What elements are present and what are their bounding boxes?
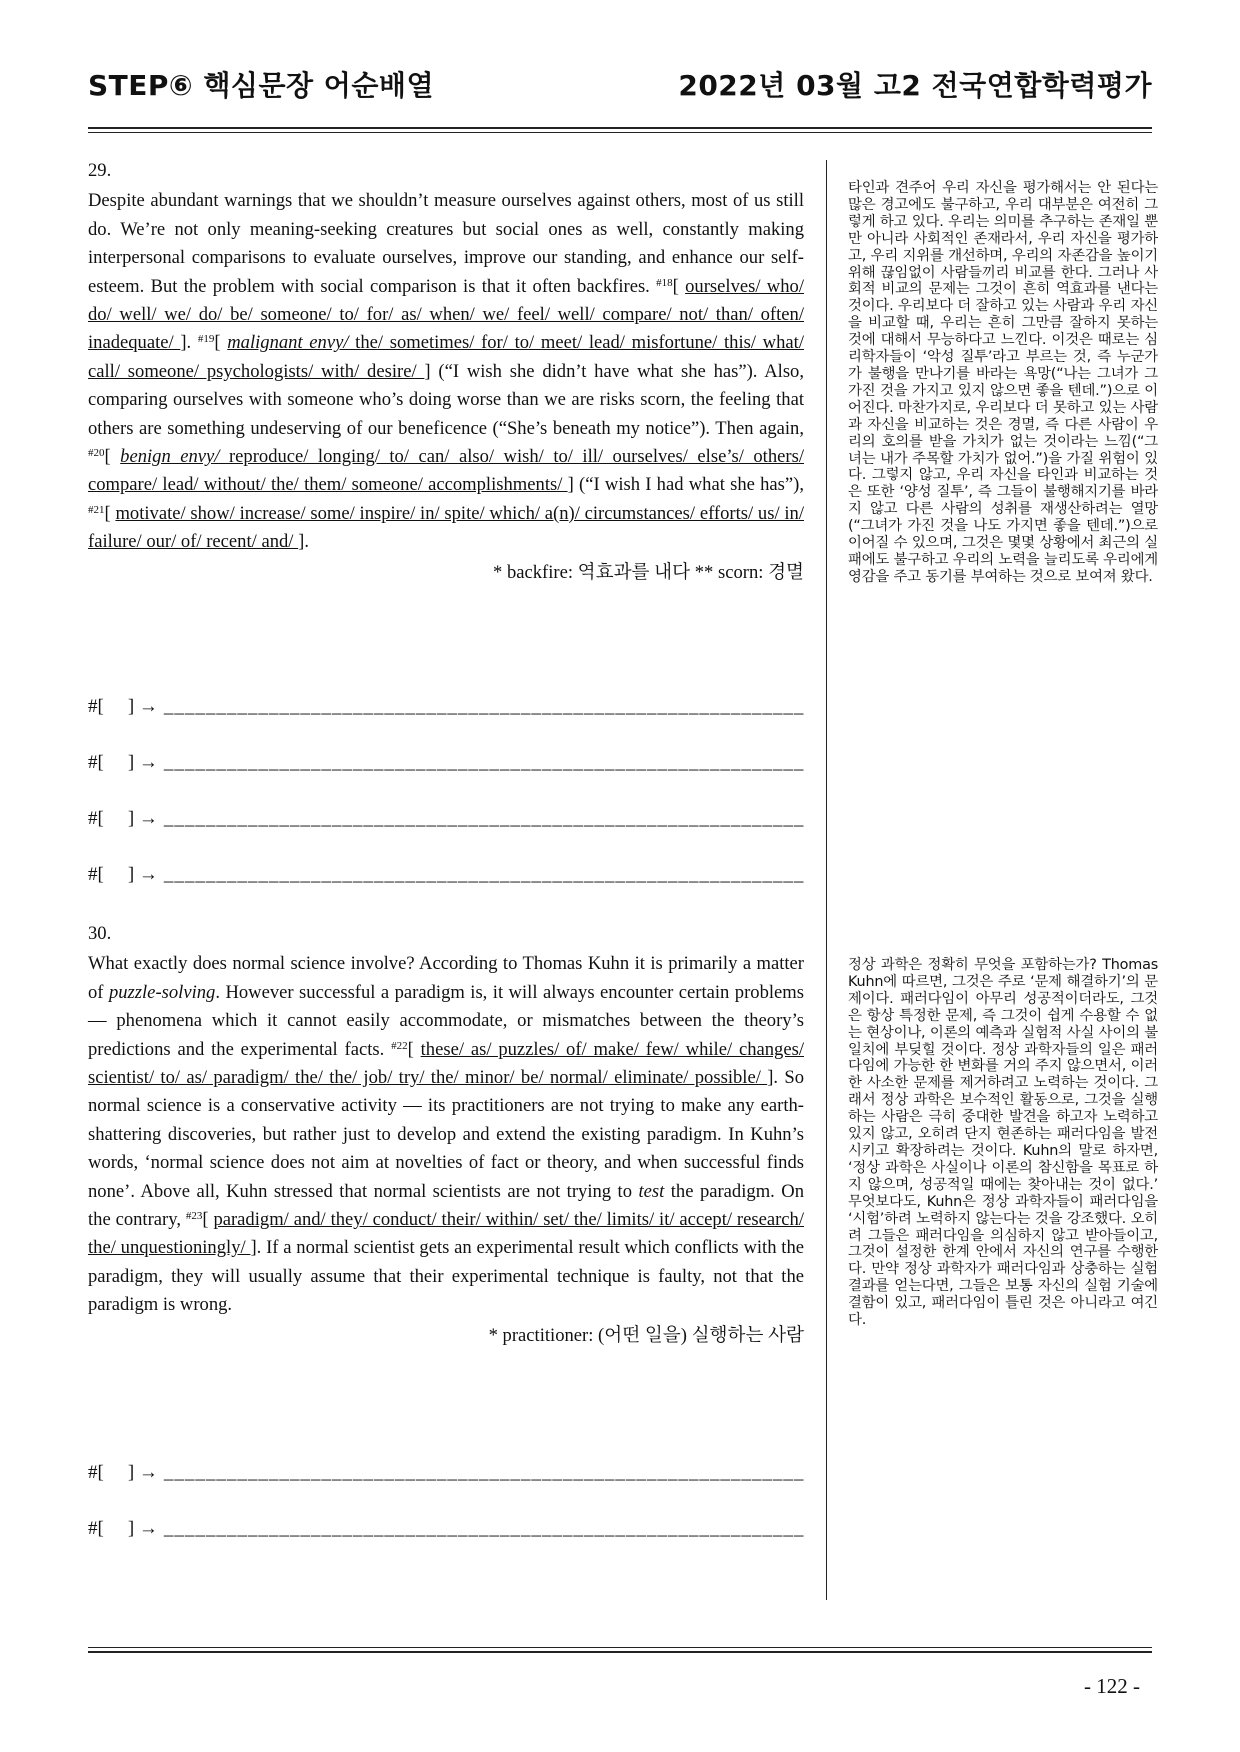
marker-21: #21 (88, 503, 105, 516)
scramble-22: these/ as/ puzzles/ of/ make/ few/ while/ changes/ scientist/ to/ as/ paradigm/ the/ the/ job/ try/ the/ minor/ be/ normal/ eliminate/ possible/ (88, 1038, 805, 1089)
footer-rule-thin (88, 1647, 1152, 1648)
answer-row[interactable]: #[ ] → _____________________________________________________________ (88, 1518, 804, 1539)
question-30 (88, 920, 804, 1350)
page-number: - 122 - (1084, 1674, 1140, 1698)
marker-23: #23 (185, 1210, 203, 1223)
translation-30: 정상 과학은 정확히 무엇을 포함하는가? Thomas Kuhn에 따르면, 그것은 주로 ‘문제 해결하기’의 문제이다. 패러다임이 아무리 성공적이더라도, 그것은 항상 특정한 문제, 즉 그것이 쉽게 수용할 수 없는 현상이나, 이론의 예측과 실험적 사실 사이의 불일치에 부딪힐 것이다. 정상 과학자들의 일은 패러다임에 가능한 한 변화를 거의 주지 않으면서, 이러한 사소한 문제를 제거하려고 노력하는 것이다. 그래서 정상 과학은 보수적인 활동으로, 그것을 실행하는 사람은 극히 중대한 발견을 하고자 노력하고 있지 않고, 오히려 단지 현존하는 패러다임을 발전시키고 확장하려는 것이다. Kuhn의 말로 하자면, ‘정상 과학은 사실이나 이론의 참신함을 목표로 하지 않으며, 성공적일 때에는 찾아내는 것이 없다.’ 무엇보다도, Kuhn은 정상 과학자들이 패러다임을 ‘시험’하려 노력하지 않는다는 것을 강조했다. 오히려 그들은 패러다임을 의심하지 않고 받아들이고, 그것이 설정한 한계 안에서 자신의 연구를 수행한다. 만약 정상 과학자가 패러다임과 상충하는 실험 결과를 얻는다면, 그들은 보통 자신의 실험 기술에 결함이 있고, 패러다임이 틀린 것은 아니라고 여긴다. (848, 957, 1158, 1329)
passage-29: Despite abundant warnings that we shouldn’t measure ourselves against others, most of us still do. We’re not only meaning-seeking creatures but social ones as well, constantly making interpersonal comparisons to evaluate ourselves, improve our standing, and enhance our self-esteem. But the problem with social comparison is that it often backfires. $^{\#18}$[ ourselves/ who/ do/ well/ we/ do/ be/ someone/ to/ for/ as/ when/ we/ feel/ well/ compare/ not/ than/ often/ inadequate/ ]. $^{\#19}$[ malignant envy/ the/ sometimes/ for/ to/ meet/ lead/ misfortune/ this/ what/ call/ someone/ psychologists/ with/ desire/ ] (“I wish she didn’t have what she has”). Also, comparing ourselves with someone who’s doing worse than we are risks scorn, the feeling that others are something undeserving of our beneficence (“She’s beneath my notice”). Then again, $^{\#20}$[ benign envy/ reproduce/ longing/ to/ can/ also/ wish/ to/ ill/ ourselves/ else’s/ others/ compare/ lead/ without/ the/ them/ someone/ accomplishments/ ] (“I wish I had what she has”), $^{\#21}$[ motivate/ show/ increase/ some/ inspire/ in/ spite/ which/ a(n)/ circumstances/ efforts/ us/ in/ failure/ our/ of/ recent/ and/ ]. (88, 190, 804, 553)
marker-19: #19 (197, 333, 215, 346)
step-title: STEP⑥ 핵심문장 어순배열 (88, 69, 435, 102)
answer-row[interactable]: #[ ] → _____________________________________________________________ (88, 752, 804, 773)
question-number: 30. (88, 923, 112, 944)
header-rule (88, 127, 1152, 129)
marker-22: #22 (391, 1039, 408, 1052)
answer-row[interactable]: #[ ] → _____________________________________________________________ (88, 864, 804, 885)
scramble-19: the/ sometimes/ for/ to/ meet/ lead/ misfortune/ this/ what/ call/ someone/ psychologists/ with/ desire/ (88, 332, 804, 382)
translation-29: 타인과 견주어 우리 자신을 평가해서는 안 된다는 많은 경고에도 불구하고, 우리 대부분은 여전히 그렇게 하고 있다. 우리는 의미를 추구하는 존재일 뿐만 아니라 사회적인 존재라서, 우리 자신을 평가하고, 우리 지위를 개선하며, 우리의 자존감을 높이기 위해 끊임없이 사람들끼리 비교를 한다. 그러나 사회적 비교의 문제는 그것이 흔히 역효과를 낸다는 것이다. 우리보다 더 잘하고 있는 사람과 우리 자신을 비교할 때, 우리는 흔히 그만큼 잘하지 못하는 것에 대해서 무능하다고 느낀다. 이것은 때로는 심리학자들이 ‘악성 질투’라고 부르는 것, 즉 누군가가 불행을 만나기를 바라는 욕망(“나는 그녀가 그 가진 것을 가지고 있지 않으면 좋을 텐데.”)으로 이어진다. 마찬가지로, 우리보다 더 못하고 있는 사람과 자신을 비교하는 것은 경멸, 즉 다른 사람이 우리의 호의를 받을 가치가 없는 것이라는 느낌(“그녀는 내가 주목할 가치가 없어.”)을 가질 위험이 있다. 그렇지 않고, 우리 자신을 타인과 비교하는 것은 또한 ‘양성 질투’, 즉 그들이 불행해지기를 바라지 않고 다른 사람의 성취를 재생산하려는 열망(“그녀가 가진 것을 나도 가지면 좋을 텐데.”)으로 이어질 수 있으며, 그것은 몇몇 상황에서 최근의 실패에도 불구하고 우리의 노력을 늘리도록 우리에게 영감을 주고 동기를 부여하는 것으로 보여져 왔다. (848, 180, 1158, 585)
exam-title: 2022년 03월 고2 전국연합학력평가 (678, 69, 1152, 102)
question-number: 29. (88, 160, 112, 181)
column-divider (826, 160, 827, 1600)
marker-18: #18 (656, 276, 673, 289)
scramble-19-keyword: malignant envy/ (227, 332, 349, 354)
scramble-20: reproduce/ longing/ to/ can/ also/ wish/ to/ ill/ ourselves/ else’s/ others/ compare/ lead/ without/ the/ them/ someone/ accomplishments/ (88, 446, 804, 496)
footnote-29: * backfire: 역효과를 내다 ** scorn: 경멸 (493, 561, 804, 583)
marker-20: #20 (88, 447, 105, 460)
scramble-23: paradigm/ and/ they/ conduct/ their/ within/ set/ the/ limits/ it/ accept/ research/ the/ unquestioningly/ (88, 1209, 805, 1259)
scramble-20-keyword: benign envy/ (120, 446, 220, 468)
header-rule-thin (88, 132, 1152, 133)
answer-row[interactable]: #[ ] → _____________________________________________________________ (88, 808, 804, 829)
question-29 (88, 157, 804, 587)
passage-30: What exactly does normal science involve? According to Thomas Kuhn it is primarily a matter of puzzle-solving. However successful a paradigm is, it will always encounter certain problems — phenomena which it cannot easily accommodate, or mismatches between the theory’s predictions and the experimental facts. $^{\#22}$[ these/ as/ puzzles/ of/ make/ few/ while/ changes/ scientist/ to/ as/ paradigm/ the/ the/ job/ try/ the/ minor/ be/ normal/ eliminate/ possible/ ]. So normal science is a conservative activity — its practitioners are not trying to make any earth-shattering discoveries, but rather just to develop and extend the existing paradigm. In Kuhn’s words, ‘normal science does not aim at novelties of fact or theory, and when successful finds none’. Above all, Kuhn stressed that normal scientists are not trying to test the paradigm. On the contrary, $^{\#23}$[ paradigm/ and/ they/ conduct/ their/ within/ set/ the/ limits/ it/ accept/ research/ the/ unquestioningly/ ]. If a normal scientist gets an experimental result which conflicts with the paradigm, they will usually assume that their experimental technique is faulty, not that the paradigm is wrong. (88, 953, 805, 1316)
answer-row[interactable]: #[ ] → _____________________________________________________________ (88, 696, 804, 717)
scramble-18: ourselves/ who/ do/ well/ we/ do/ be/ someone/ to/ for/ as/ when/ we/ feel/ well/ compare/ not/ than/ often/ inadequate/ (88, 275, 804, 354)
answer-row[interactable]: #[ ] → _____________________________________________________________ (88, 1462, 804, 1483)
page-header (88, 60, 1152, 110)
footnote-30: * practitioner: (어떤 일을) 실행하는 사람 (488, 1324, 804, 1346)
footer-rule (88, 1651, 1152, 1653)
scramble-21: motivate/ show/ increase/ some/ inspire/ in/ spite/ which/ a(n)/ circumstances/ efforts/ us/ in/ failure/ our/ of/ recent/ and/ (88, 502, 804, 553)
